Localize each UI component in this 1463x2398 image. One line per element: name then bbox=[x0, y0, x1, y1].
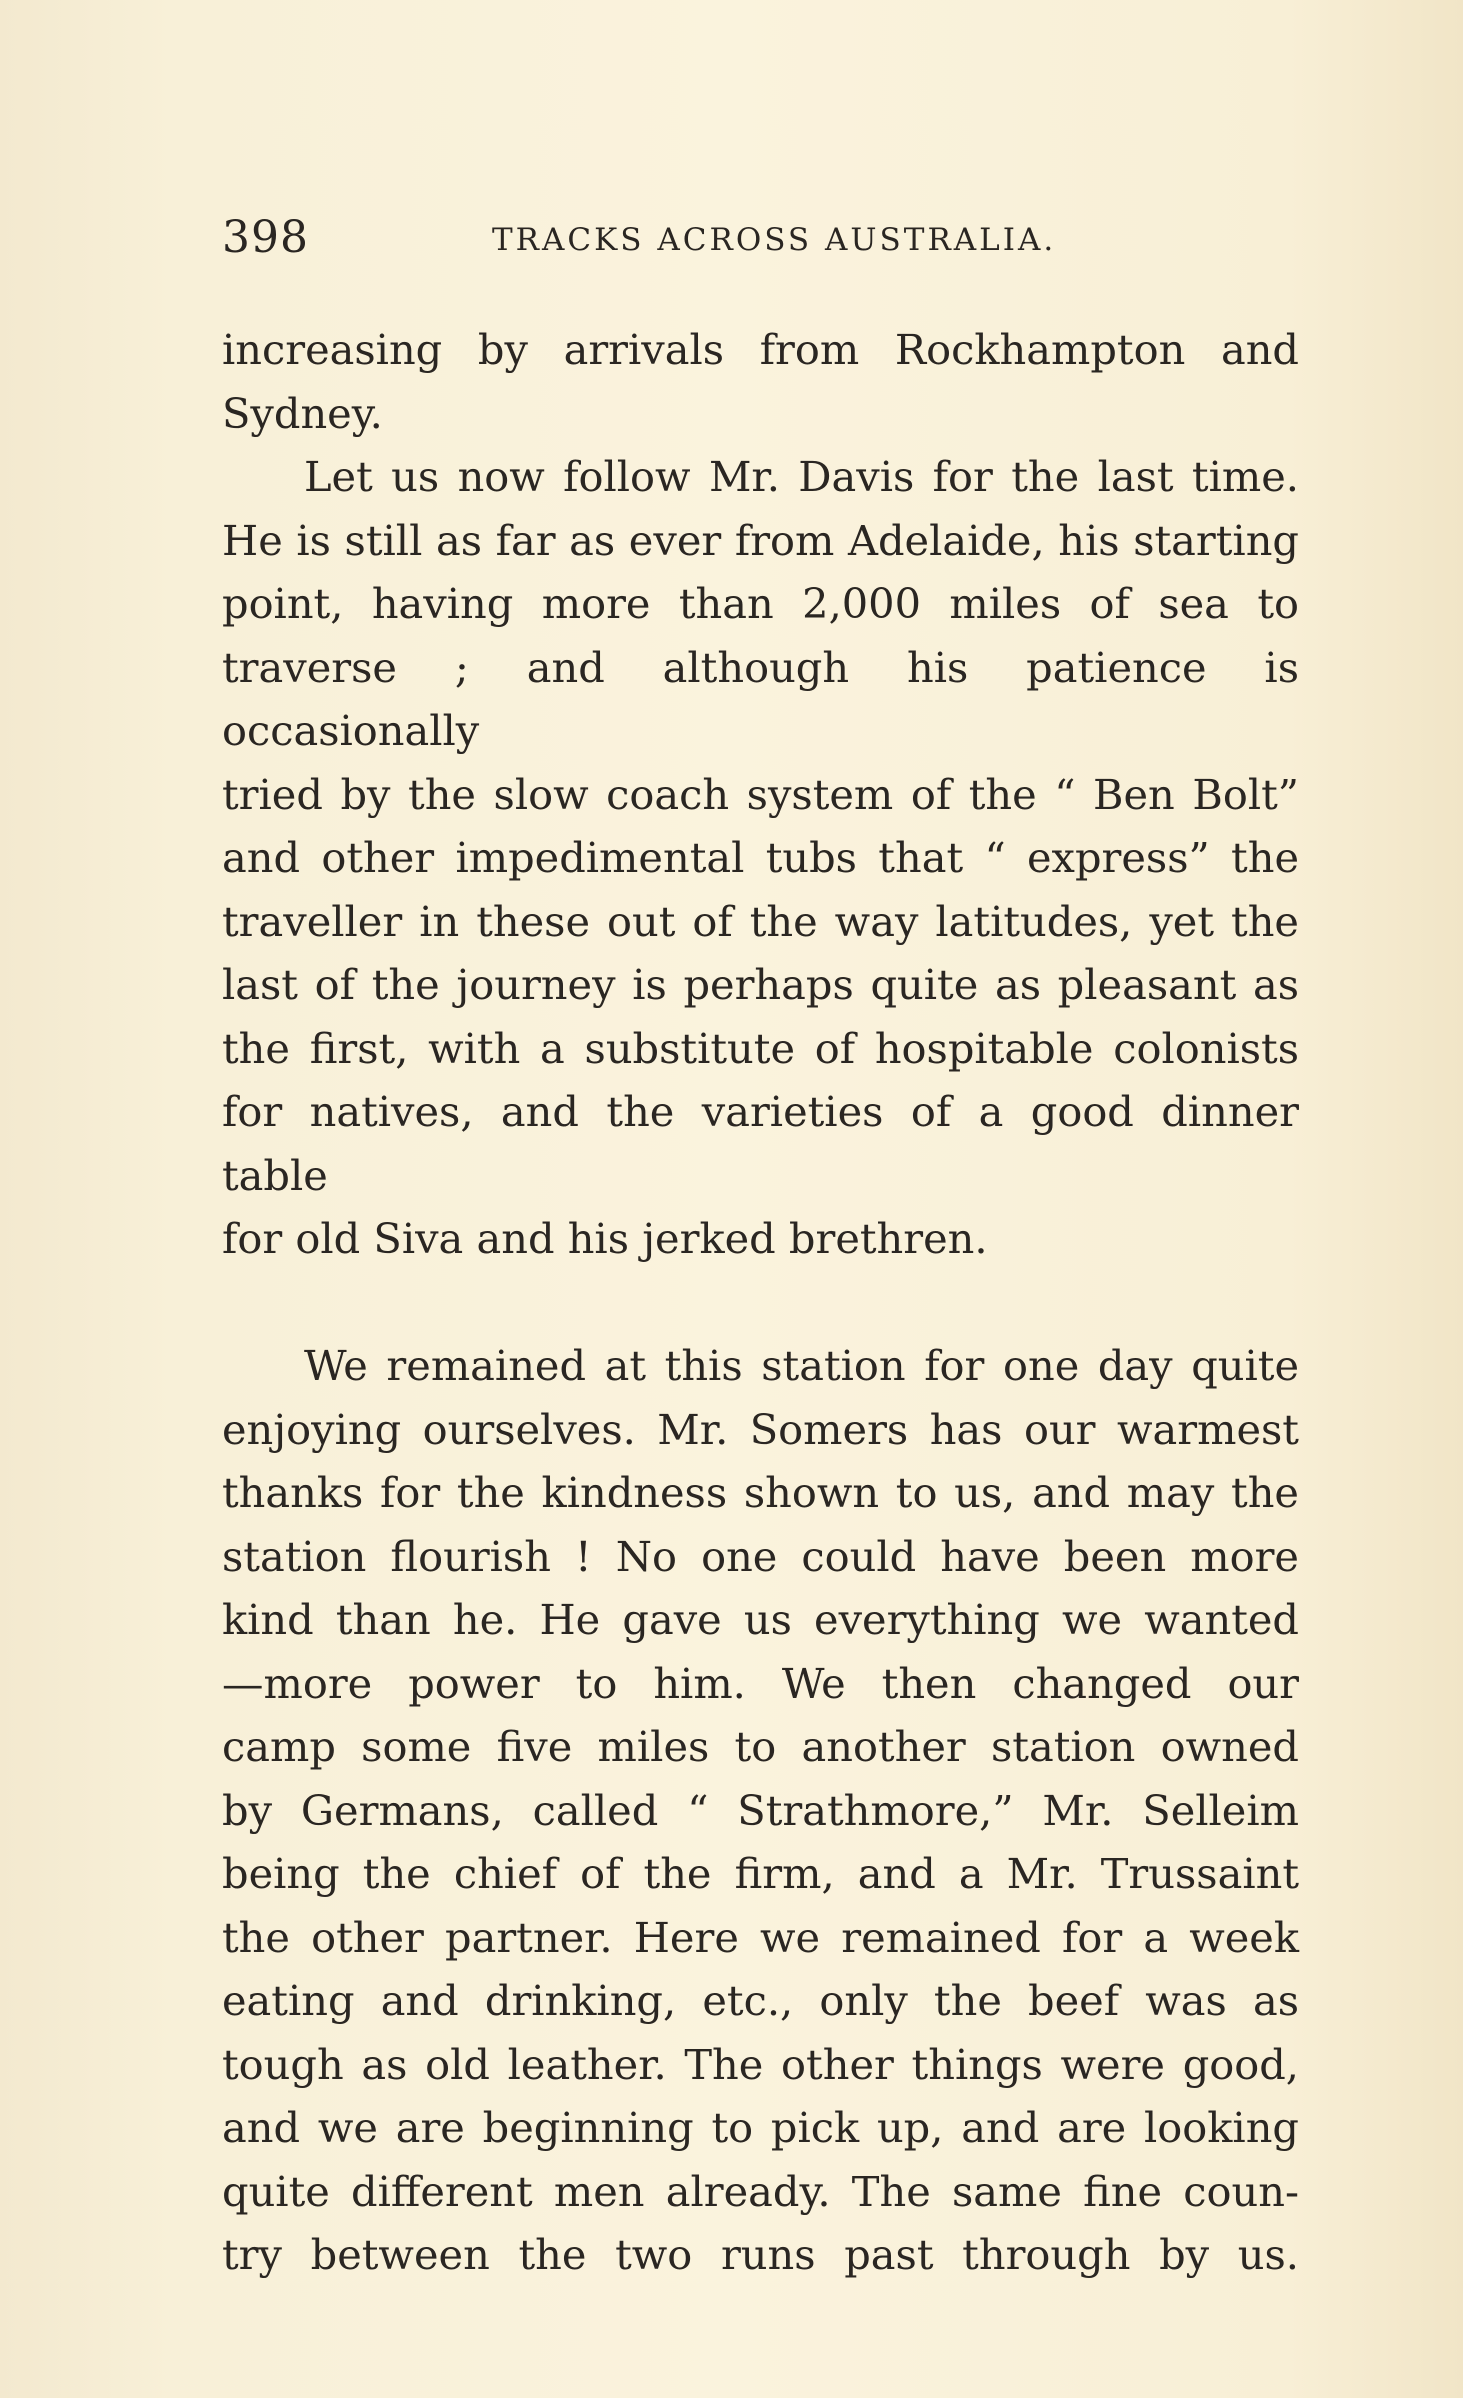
text-line: —more power to him. We then changed our bbox=[222, 1658, 1299, 1708]
text-line: eating and drinking, etc., only the beef was as bbox=[222, 1976, 1299, 2025]
text-line: tried by the slow coach system of the “ Ben Bolt” bbox=[222, 769, 1299, 819]
text-line: last of the journey is perhaps quite as pleasant as bbox=[222, 960, 1299, 1009]
text-line: thanks for the kindness shown to us, and may the bbox=[222, 1468, 1299, 1517]
text-line: Let us now follow Mr. Davis for the last time. bbox=[304, 452, 1299, 501]
paragraph-3 bbox=[222, 1334, 1299, 2287]
text-line: camp some five miles to another station owned bbox=[222, 1722, 1299, 1771]
text-line: by Germans, called “ Strathmore,” Mr. Selleim bbox=[222, 1785, 1299, 1835]
text-line: and we are beginning to pick up, and are looking bbox=[222, 2103, 1299, 2152]
text-line: increasing by arrivals from Rockhampton and bbox=[222, 325, 1299, 374]
running-title: TRACKS ACROSS AUSTRALIA. bbox=[492, 222, 1057, 258]
text-line: station flourish ! No one could have been more bbox=[222, 1531, 1299, 1581]
text-line: traverse ; and although his patience is occasionally bbox=[222, 642, 1299, 755]
text-line: We remained at this station for one day quite bbox=[304, 1341, 1299, 1390]
text-line: for old Siva and his jerked brethren. bbox=[222, 1214, 988, 1263]
text-line: the other partner. Here we remained for a week bbox=[222, 1912, 1299, 1962]
text-line: try between the two runs past through by us. bbox=[222, 2230, 1299, 2279]
paragraph-2 bbox=[222, 445, 1299, 1271]
text-line: for natives, and the varieties of a good dinner table bbox=[222, 1087, 1299, 1200]
text-line: and other impedimental tubs that “ express” the bbox=[222, 833, 1299, 882]
paragraph-gap bbox=[222, 1271, 1299, 1335]
text-line: tough as old leather. The other things were good, bbox=[222, 2039, 1299, 2089]
text-line: traveller in these out of the way latitudes, yet the bbox=[222, 896, 1299, 946]
paragraph-1 bbox=[222, 318, 1299, 445]
page-header bbox=[222, 212, 1299, 272]
text-line: being the chief of the firm, and a Mr. Trussaint bbox=[222, 1849, 1299, 1898]
text-line: He is still as far as ever from Adelaide, his starting bbox=[222, 515, 1299, 565]
body-text bbox=[222, 318, 1299, 2287]
text-line: Sydney. bbox=[222, 388, 383, 438]
text-line: point, having more than 2,000 miles of sea to bbox=[222, 579, 1299, 628]
text-line: quite different men already. The same fine coun- bbox=[222, 2166, 1299, 2216]
text-line: enjoying ourselves. Mr. Somers has our warmest bbox=[222, 1404, 1299, 1454]
text-line: kind than he. He gave us everything we wanted bbox=[222, 1595, 1299, 1644]
page-number: 398 bbox=[222, 212, 309, 263]
text-line: the first, with a substitute of hospitable colonists bbox=[222, 1023, 1299, 1073]
